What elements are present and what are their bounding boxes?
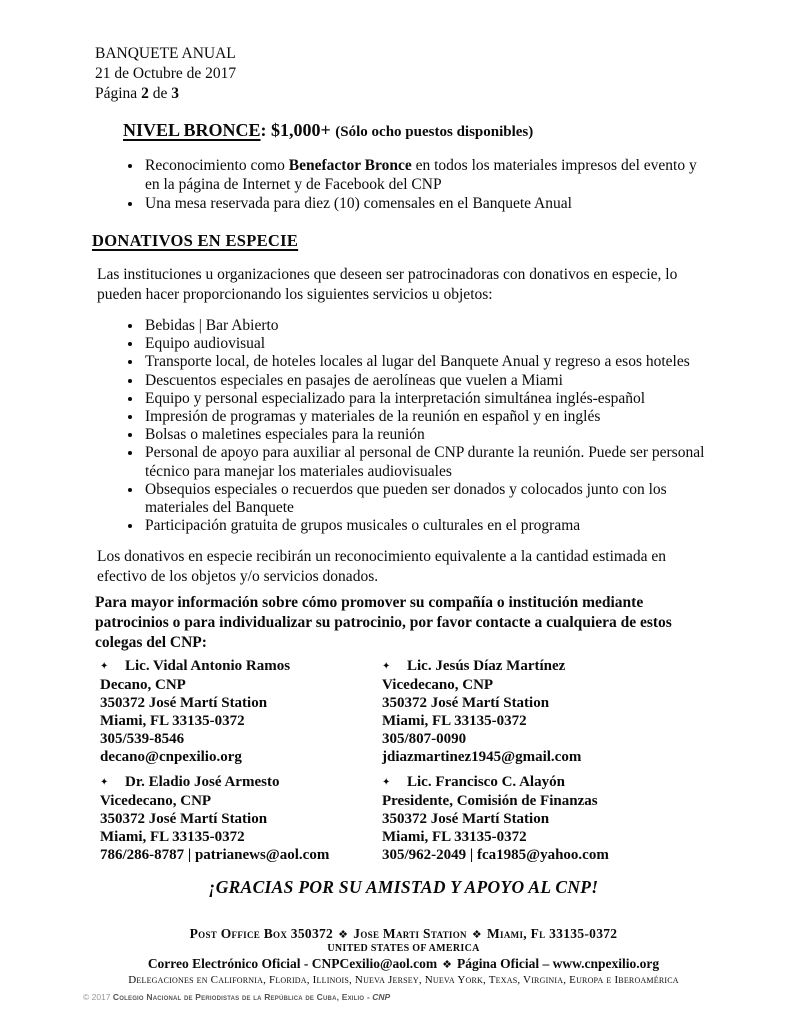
donation-item: • Impresión de programas y materiales de la reunión en español y en inglés — [143, 408, 712, 426]
contact-name-line — [377, 773, 712, 792]
footer-address-line — [95, 926, 712, 943]
contact-email: jdiazmartinez1945@gmail.com — [382, 749, 582, 766]
bronze-benefits-list — [95, 156, 712, 213]
footer-station: Jose Marti Station — [353, 926, 467, 942]
donation-item: • Descuentos especiales en pasajes de aerolíneas que vuelen a Miami — [143, 372, 712, 390]
donation-item: • Obsequios especiales o recuerdos que pueden ser donados y colocados junto con los materiales del Banquete — [143, 481, 712, 517]
contact-name: Dr. Eladio José Armesto — [125, 774, 280, 791]
bronze-level-amount: : $1,000+ — [260, 120, 331, 140]
contact-card-eladio-armesto — [95, 773, 377, 864]
diamond-bullet-icon: ✦ — [100, 661, 109, 673]
footer-contact-line — [95, 955, 712, 974]
bronze-level-note: (Sólo ocho puestos disponibles) — [335, 124, 534, 140]
bronze-level-title: NIVEL BRONCE — [123, 120, 261, 140]
contact-phone-email: 305/962-2049 | fca1985@yahoo.com — [382, 847, 609, 864]
contact-title: Vicedecano, CNP — [100, 793, 212, 810]
donation-item: • Personal de apoyo para auxiliar al personal de CNP durante la reunión. Puede ser personal técnico para manejar los materiales audiovisuales — [143, 444, 712, 480]
in-kind-donations-list — [95, 317, 712, 535]
footer-city: Miami, Fl 33135-0372 — [487, 926, 618, 942]
contact-title: Presidente, Comisión de Finanzas — [382, 793, 598, 810]
document-footer — [83, 926, 712, 1003]
contact-address2: Miami, FL 33135-0372 — [100, 829, 245, 846]
contact-address2: Miami, FL 33135-0372 — [382, 713, 527, 730]
contact-phone: 305/539-8546 — [100, 731, 185, 748]
contact-phone: 305/807-0090 — [382, 731, 467, 748]
contacts-grid — [95, 657, 712, 864]
donations-closing-paragraph: Los donativos en especie recibirán un reconocimiento equivalente a la cantidad estimada en efectivo de los objetos y/o servicios donados. — [97, 548, 666, 585]
contact-card-vidal-ramos — [95, 657, 377, 766]
contact-card-jesus-diaz-martinez — [377, 657, 712, 766]
contact-name: Lic. Vidal Antonio Ramos — [125, 658, 291, 675]
footer-delegations-line: Delegaciones en California, Florida, Illinois, Nueva Jersey, Nueva York, Texas, Virginia, Europa e Iberoamérica — [128, 974, 679, 987]
header-title: BANQUETE ANUAL — [95, 45, 236, 62]
page-word: Página — [95, 85, 138, 102]
footer-country-line: UNITED STATES OF AMERICA — [327, 943, 480, 955]
copyright-org-abbreviation: CNP — [372, 992, 391, 1003]
copyright-organization: Colegio Nacional de Periodistas de la República de Cuba, Exilio - — [112, 992, 370, 1003]
donations-section-heading: DONATIVOS EN ESPECIE — [92, 231, 299, 250]
contact-address2: Miami, FL 33135-0372 — [100, 713, 245, 730]
copyright-year: © 2017 — [83, 992, 111, 1003]
footer-official-website: Página Oficial – www.cnpexilio.org — [457, 956, 660, 972]
diamond-bullet-icon: ✦ — [100, 777, 109, 789]
contact-card-francisco-alayon — [377, 773, 712, 864]
footer-po-box: Post Office Box 350372 — [189, 926, 334, 942]
donation-item: • Transporte local, de hoteles locales al lugar del Banquete Anual y regreso a esos hoteles — [143, 353, 712, 371]
contact-phone-email: 786/286-8787 | patrianews@aol.com — [100, 847, 330, 864]
contact-address1: 350372 José Martí Station — [382, 811, 550, 828]
contact-name: Lic. Jesús Díaz Martínez — [407, 658, 566, 675]
contact-name-line — [95, 657, 377, 676]
contact-address1: 350372 José Martí Station — [382, 695, 550, 712]
donation-item: • Bolsas o maletines especiales para la reunión — [143, 426, 712, 444]
contact-title: Decano, CNP — [100, 677, 186, 694]
page-separator: de — [152, 85, 168, 102]
copyright-line — [83, 992, 712, 1002]
contact-email: decano@cnpexilio.org — [100, 749, 242, 766]
donations-intro-paragraph: Las instituciones u organizaciones que deseen ser patrocinadoras con donativos en especie, lo pueden hacer proporcionando los siguientes servicios u objetos: — [97, 266, 678, 303]
bronze-level-heading — [123, 119, 712, 144]
bronze-benefit-item — [143, 156, 712, 194]
page-number: 2 — [141, 85, 149, 102]
contact-cta-paragraph: Para mayor información sobre cómo promover su compañía o institución mediante patrocinios o para individualizar su patrocinio, por favor contacte a cualquiera de estos colegas del CNP: — [95, 594, 672, 652]
diamond-separator-icon: ❖ — [442, 958, 453, 972]
contact-name: Lic. Francisco C. Alayón — [407, 774, 565, 791]
donation-item: • Bebidas | Bar Abierto — [143, 317, 712, 335]
benefit-text: Reconocimiento como — [145, 157, 285, 174]
donation-item: • Participación gratuita de grupos musicales o culturales en el programa — [143, 517, 712, 535]
header-page-indicator — [95, 84, 712, 104]
contact-name-line — [95, 773, 377, 792]
donation-item: • Equipo audiovisual — [143, 335, 712, 353]
contact-title: Vicedecano, CNP — [382, 677, 494, 694]
header-date: 21 de Octubre de 2017 — [95, 65, 237, 82]
contact-name-line — [377, 657, 712, 676]
contact-address1: 350372 José Martí Station — [100, 695, 268, 712]
document-header — [95, 44, 712, 104]
benefit-bold-text: Benefactor Bronce — [288, 157, 412, 174]
page-total: 3 — [171, 85, 179, 102]
donation-item: • Equipo y personal especializado para la interpretación simultánea inglés-español — [143, 390, 712, 408]
contact-address2: Miami, FL 33135-0372 — [382, 829, 527, 846]
diamond-separator-icon: ❖ — [471, 928, 482, 942]
contact-address1: 350372 José Martí Station — [100, 811, 268, 828]
diamond-bullet-icon: ✦ — [382, 777, 391, 789]
bronze-benefit-item: • Una mesa reservada para diez (10) comensales en el Banquete Anual — [143, 194, 712, 213]
thank-you-line: ¡GRACIAS POR SU AMISTAD Y APOYO AL CNP! — [208, 877, 599, 898]
diamond-separator-icon: ❖ — [338, 928, 349, 942]
diamond-bullet-icon: ✦ — [382, 661, 391, 673]
benefit-text: en todos los materiales impresos del evento y en la página de Internet y de Facebook del CNP — [145, 157, 697, 193]
footer-official-email: Correo Electrónico Oficial - CNPCexilio@aol.com — [147, 956, 438, 972]
